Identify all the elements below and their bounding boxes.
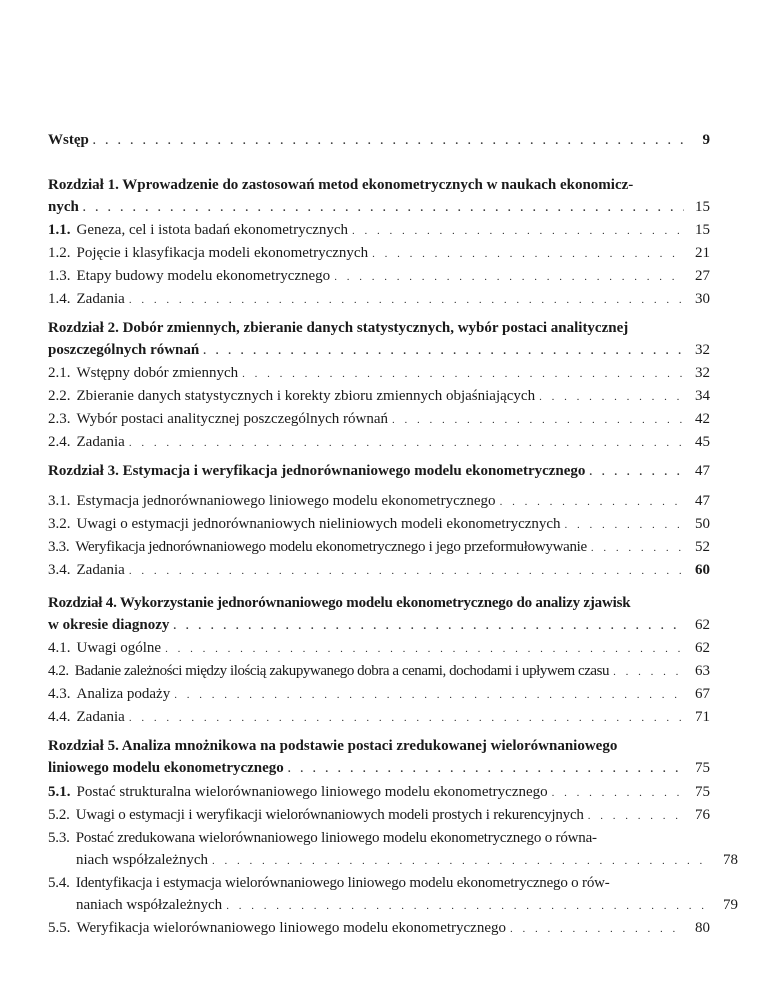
toc-intro-title: Wstęp [48,132,89,148]
chapter-2-sections [48,362,710,454]
dot-leader [372,243,684,265]
toc-item [48,288,710,311]
item-title: Zadania [76,562,125,578]
toc-item [48,827,738,872]
chapter-title-line: Rozdział 3. Estymacja i weryfikacja jednorównaniowego modelu ekonometrycznego [48,463,586,479]
dot-leader [242,363,684,385]
toc-item [48,265,710,288]
toc-item [48,408,710,431]
chapter-3-heading [48,460,710,483]
item-title: Postać zredukowana wielorównaniowego liniowego modelu ekonometrycznego o równa- [75,830,597,846]
item-page: 42 [695,411,710,427]
dot-leader [552,782,684,804]
dot-leader [83,197,684,219]
toc-item [48,660,710,683]
toc-item [48,219,710,242]
item-number: 2.4. [48,434,71,450]
item-page: 78 [723,852,738,868]
item-title: Pojęcie i klasyfikacja modeli ekonometrycznych [76,245,369,261]
item-title: Identyfikacja i estymacja wielorównaniowego liniowego modelu ekonometrycznego o rów- [75,875,610,891]
toc-item [48,431,710,454]
chapter-3-sections [48,490,710,582]
chapter-page: 62 [695,617,710,633]
item-title-continued: naniach współzależnych [76,897,223,913]
item-number: 5.3. [48,830,70,846]
chapter-page: 47 [695,463,710,479]
item-number: 4.4. [48,709,71,725]
item-number: 4.3. [48,686,71,702]
toc-item [48,781,710,804]
dot-leader [93,130,684,152]
item-page: 32 [695,365,710,381]
dot-leader [212,850,712,872]
toc-item [48,637,710,660]
chapter-title-line: Rozdział 4. Wykorzystanie jednorównaniowego modelu ekonometrycznego do analizy zjawisk [48,595,631,611]
dot-leader [589,461,684,483]
chapter-title-line: liniowego modelu ekonometrycznego [48,760,284,776]
chapter-title-line: poszczególnych równań [48,342,200,358]
dot-leader [226,895,712,917]
item-title: Uwagi o estymacji jednorównaniowych nieliniowych modeli ekonometrycznych [76,516,561,532]
toc-intro-page: 9 [702,132,710,148]
chapter-4-sections [48,637,710,729]
dot-leader [539,386,684,408]
chapter-4-heading [48,592,710,637]
item-title: Estymacja jednorównaniowego liniowego modelu ekonometrycznego [76,493,496,509]
item-page: 30 [695,291,710,307]
item-number: 3.1. [48,493,71,509]
dot-leader [129,432,684,454]
item-number: 1.3. [48,268,71,284]
dot-leader [392,409,684,431]
item-title: Uwagi ogólne [76,640,162,656]
item-page: 52 [695,539,710,555]
toc-item [48,706,710,729]
item-title-continued: niach współzależnych [76,852,209,868]
item-title: Zadania [76,291,125,307]
chapter-2-heading [48,317,710,362]
chapter-title-line: nych [48,199,79,215]
item-page: 75 [695,784,710,800]
chapter-page: 75 [695,760,710,776]
item-title: Weryfikacja jednorównaniowego modelu ekonometrycznego i jego przeformułowywanie [75,539,587,555]
chapter-page: 32 [695,342,710,358]
dot-leader [613,661,684,683]
item-title: Geneza, cel i istota badań ekonometrycznych [76,222,349,238]
chapter-page: 15 [695,199,710,215]
dot-leader [165,638,684,660]
chapter-5-heading [48,735,710,780]
item-title: Uwagi o estymacji i weryfikacji wielorównaniowych modeli prostych i rekurencyjnych [75,807,584,823]
item-number: 1.1. [48,222,71,238]
item-page: 80 [695,920,710,936]
item-number: 2.3. [48,411,71,427]
chapter-title-line: w okresie diagnozy [48,617,170,633]
toc-item [48,536,710,559]
item-title: Etapy budowy modelu ekonometrycznego [76,268,331,284]
dot-leader [565,514,684,536]
item-page: 47 [695,493,710,509]
dot-leader [129,289,684,311]
toc-item [48,242,710,265]
item-title: Badanie zależności między ilością zakupywanego dobra a cenami, dochodami i upływem czasu [74,663,610,679]
dot-leader [588,805,684,827]
dot-leader [591,537,684,559]
item-title: Zbieranie danych statystycznych i korekty zbioru zmiennych objaśniających [76,388,536,404]
toc-item [48,513,710,536]
dot-leader [334,266,684,288]
toc-item [48,559,710,582]
item-title: Zadania [76,709,125,725]
item-number: 3.3. [48,539,70,555]
item-page: 50 [695,516,710,532]
item-page: 45 [695,434,710,450]
toc-intro [48,129,710,152]
item-number: 4.2. [48,663,69,679]
item-number: 3.4. [48,562,71,578]
item-number: 5.1. [48,784,71,800]
item-number: 5.4. [48,875,70,891]
chapter-title-line: Rozdział 5. Analiza mnożnikowa na podstawie postaci zredukowanej wielorównaniowego [48,738,618,754]
item-number: 2.2. [48,388,71,404]
item-title: Wybór postaci analitycznej poszczególnych równań [76,411,388,427]
item-number: 2.1. [48,365,71,381]
toc-item [48,490,710,513]
item-page: 62 [695,640,710,656]
dot-leader [352,220,684,242]
item-number: 1.4. [48,291,71,307]
item-title: Analiza podaży [76,686,171,702]
item-page: 34 [695,388,710,404]
item-title: Zadania [76,434,125,450]
item-page: 60 [695,562,710,578]
chapter-title-line: Rozdział 1. Wprowadzenie do zastosowań metod ekonometrycznych w naukach ekonomicz- [48,177,634,193]
dot-leader [129,560,684,582]
item-page: 21 [695,245,710,261]
item-number: 5.2. [48,807,70,823]
item-number: 3.2. [48,516,71,532]
item-page: 71 [695,709,710,725]
dot-leader [510,918,684,940]
toc-item [48,683,710,706]
chapter-title-line: Rozdział 2. Dobór zmiennych, zbieranie danych statystycznych, wybór postaci analitycznej [48,320,629,336]
dot-leader [129,707,684,729]
dot-leader [203,340,684,362]
toc-item [48,804,710,827]
chapter-1-heading [48,174,710,219]
toc-item [48,917,710,940]
item-page: 63 [695,663,710,679]
chapter-1-sections [48,219,710,311]
dot-leader [288,758,684,780]
item-number: 4.1. [48,640,71,656]
dot-leader [500,491,684,513]
item-title: Postać strukturalna wielorównaniowego liniowego modelu ekonometrycznego [76,784,548,800]
item-page: 67 [695,686,710,702]
chapter-5-sections [48,781,738,940]
item-page: 27 [695,268,710,284]
dot-leader [174,684,684,706]
item-page: 15 [695,222,710,238]
dot-leader [173,615,684,637]
toc-item [48,385,710,408]
item-number: 5.5. [48,920,71,936]
item-title: Wstępny dobór zmiennych [76,365,239,381]
item-number: 1.2. [48,245,71,261]
item-page: 76 [695,807,710,823]
toc-item [48,872,738,917]
toc-item [48,362,710,385]
item-title: Weryfikacja wielorównaniowego liniowego modelu ekonometrycznego [76,920,506,936]
item-page: 79 [723,897,738,913]
